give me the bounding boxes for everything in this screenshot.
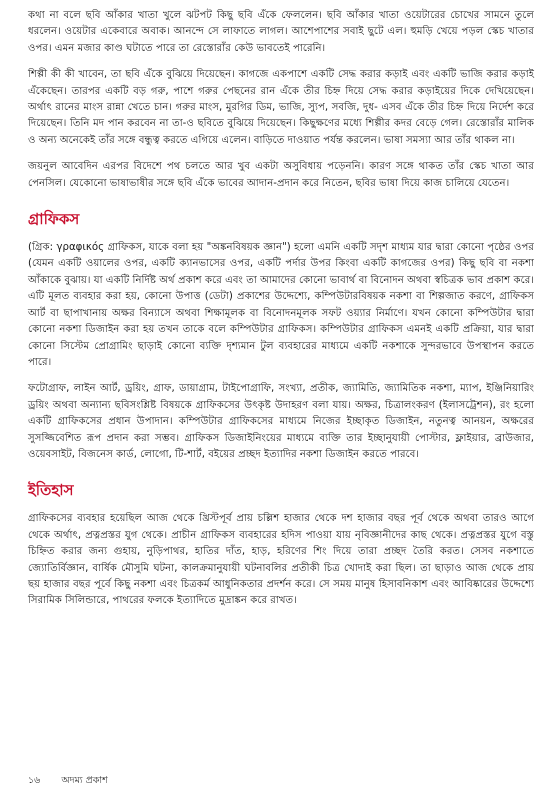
paragraph: কথা না বলে ছবি আঁকার খাতা খুলে ঝটপট কিছু ছবি এঁকে ফেললেন। ছবি আঁকার খাতা ওয়েটারের চোখের সামনে তুলে ধরলেন। ওয়েটার একেবারে অবাক। আনন্দে সে লাফাতে লাগল। আশেপাশের সবাই ছুটে এল। হুমড়ি খেয়ে পড়ল স্কেচ খাতার ওপর। এমন মজার কাণ্ড ঘটাতে পারে তা রেস্তোরাঁর কেউ ভাবতেই পারেনি। — [28, 10, 534, 54]
paragraph: গ্রাফিকসের ব্যবহার হয়েছিল আজ থেকে খ্রিস্টপূর্ব প্রায় চল্লিশ হাজার থেকে দশ হাজার বছর পূর্ব থেকে অথবা তারও আগে থেকে অর্থাৎ, প্রত্নপ্রস্তর যুগ থেকে। প্রাচীন গ্রাফিকস ব্যবহারের হদিস পাওয়া যায় নৃবিজ্ঞানীদের কাছ থেকে। প্রত্নপ্রস্তর যুগে বস্তু চিহ্নিত করার জন্য গুহায়, নুড়িপাথর, হাতির দাঁত, হাড়, হরিণের শিং দিয়ে তারা প্রচ্ছদ তৈরি করত। সেসব নকশাতে জ্যোতির্বিজ্ঞান, বার্ষিক মৌসুমি ঘটনা, কালক্রমানুযায়ী ঘটনাবলির প্রতীকী চিত্র খোদাই করা ছিল। তা ছাড়াও আজ থেকে প্রায় ছয় হাজার বছর পূর্বে কিছু নকশা এবং চিত্রকর্ম আধুনিকতার প্রদর্শন করে। সে সময় মানুষ হিসাবনিকাশ এবং আবিষ্কারের উদ্দেশ্যে সিরামিক সিলিন্ডারে, পাথরের ফলকে ইত্যাদিতে মুদ্রাঙ্কন করে রাখত। — [28, 513, 534, 607]
paragraph: শিল্পী কী কী খাবেন, তা ছবি এঁকে বুঝিয়ে দিয়েছেন। কাগজে একপাশে একটি সেদ্ধ করার কড়াই এবং একটি ভাজি করার কড়াই এঁকেছেন। তারপর একটি বড় গরু, পাশে গরুর পেছনের রান এঁকে তীর চিহ্ন দিয়ে সেদ্ধ করার কড়াইয়ের দিকে দেখিয়েছেন। অর্থাৎ রানের মাংস রান্না খেতে চান। গরুর মাংস, মুরগির ডিম, ভাজি, স্যুপ, সবজি, দুধ- এসব এঁকে তীর চিহ্ন দিয়ে নির্দেশ করে দিয়েছেন। তিনি মদ পান করবেন না তা-ও ছবিতে বুঝিয়ে দিয়েছেন। কিছুক্ষণের মধ্যে শিল্পীর কদর বেড়ে গেল। রেস্তোরাঁর মালিক ও অন্য অনেকেই তাঁর সঙ্গে বন্ধুত্ব করতে এগিয়ে এলেন। বাড়িতে দাওয়াত পর্যন্ত করলেন। ভাষা সমস্যা আর তাঁর থাকল না। — [28, 69, 534, 146]
book-title: অদম্য প্রকাশ — [61, 775, 108, 786]
paragraph: (গ্রিক: γραφικός গ্রাফিকস, যাকে বলা হয় "অঙ্কনবিষয়ক জ্ঞান") হলো এমনি একটি সদৃশ মাধ্যম যার দ্বারা কোনো পৃষ্ঠের ওপর (যেমন একটি ওয়ালের ওপর, একটি ক্যানভাসের ওপর, একটি পর্দার উপর কিংবা একটি কাগজের ওপর) কিছু ছবি বা নকশা আঁকাকে বুঝায়। যা একটি নির্দিষ্ট অর্থ প্রকাশ করে এবং তা আমাদের কোনো ভাবার্থ বা বিনোদন অথবা স্বচিত্রক ভাব প্রকাশ করে। এটি মূলত ব্যবহার করা হয়, কোনো উপাত্ত (ডেটা) প্রকাশের উদ্দেশ্যে, কম্পিউটারবিষয়ক নকশা বা শিল্পজাত করণে, গ্রাফিকস আর্ট বা ছাপাখানায় অক্ষর বিন্যাসে অথবা শিক্ষামূলক বা বিনোদনমূলক সফট ওয়্যার নির্মাণে। যখন কোনো কম্পিউটার দ্বারা কোনো নকশা ডিজাইন করা হয় তখন তাকে বলে কম্পিউটার গ্রাফিকস। কম্পিউটার গ্রাফিকস এমনই একটি প্রক্রিয়া, যার দ্বারা কোনো সিস্টেম প্রোগ্রামিং ছাড়াই কোনো ব্যক্তি দৃশ্যমান টুল ব্যবহারের মাধ্যমে একটি নকশাকে সুন্দরভাবে উপস্থাপন করতে পারে। — [28, 242, 534, 368]
paragraph: জয়নুল আবেদিন এরপর বিদেশে পথ চলতে আর খুব একটা অসুবিধায় পড়েননি। কারণ সঙ্গে থাকত তাঁর স্কেচ খাতা আর পেনসিল। যেকোনো ভাষাভাষীর সঙ্গে ছবি এঁকে ভাবের আদান-প্রদান করে নিতেন, ছবির ভাষা দিয়ে কাজ চালিয়ে যেতেন। — [28, 161, 534, 189]
section-heading-graphics: গ্রাফিকস — [28, 210, 80, 229]
paragraph: ফটোগ্রাফ, লাইন আর্ট, ড্রয়িং, গ্রাফ, ডায়াগ্রাম, টাইপোগ্রাফি, সংখ্যা, প্রতীক, জ্যামিতি, জ্যামিতিক নকশা, ম্যাপ, ইঞ্জিনিয়ারিং ড্রয়িং অথবা অন্যান্য ছবিসংশ্লিষ্ট বিষয়কে গ্রাফিকসের উৎকৃষ্ট উদাহরণ বলা যায়। অক্ষর, চিত্রালংকরণ (ইলাসট্রেশন), রং হলো একটি গ্রাফিকসের প্রধান উপাদান। কম্পিউটার গ্রাফিকসের মাধ্যমে নিজের ইচ্ছাকৃত ডিজাইন, নতুনত্ব আনয়ন, অক্ষরের সুসজ্জিবেশিত রূপ প্রদান করা সম্ভব। গ্রাফিকস ডিজাইনিংয়ের মাধ্যমে ব্যক্তি তার ইচ্ছানুযায়ী পোস্টার, ফ্লাইয়ার, ব্রাউজার, ওয়েবসাইট, বিজনেস কার্ড, লোগো, টি-শার্ট, বইয়ের প্রচ্ছদ ইত্যাদির নকশা ডিজাইন করতে পারবে। — [28, 383, 534, 460]
page-number: ১৬ — [28, 775, 41, 786]
document-page — [28, 8, 534, 620]
section-heading-history: ইতিহাস — [28, 481, 74, 500]
page-footer — [28, 774, 108, 789]
